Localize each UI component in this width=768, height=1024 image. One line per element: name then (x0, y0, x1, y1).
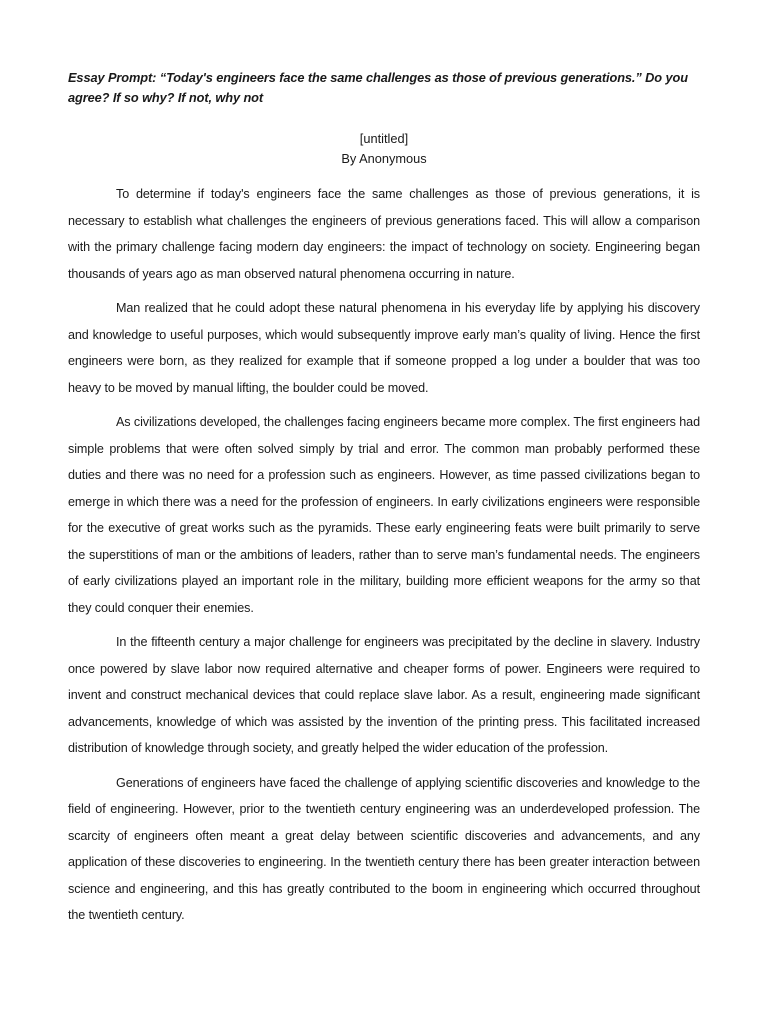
document-page (68, 68, 700, 937)
essay-title: [untitled] (359, 131, 409, 146)
essay-prompt: Essay Prompt: “Today's engineers face the same challenges as those of previous generations.” Do you agree? If so why? If not, why not (68, 70, 688, 105)
title-block (68, 129, 700, 169)
paragraph-3: As civilizations developed, the challenges facing engineers became more complex. The first engineers had simple problems that were often solved simply by trial and error. The common man probably performed these duties and there was no need for a profession such as engineers. However, as time passed civilizations began to emerge in which there was a need for the profession of engineers. In early civilizations engineers were responsible for the executive of great works such as the pyramids. These early engineering feats were built primarily to serve the superstitions of man or the ambitions of leaders, rather than to serve man’s fundamental needs. The engineers of early civilizations played an important role in the military, building more efficient weapons for the army so that they could conquer their enemies. (68, 415, 700, 615)
paragraph-4: In the fifteenth century a major challenge for engineers was precipitated by the decline in slavery. Industry once powered by slave labor now required alternative and cheaper forms of power. Engineers were required to invent and construct mechanical devices that could replace slave labor. As a result, engineering made significant advancements, knowledge of which was assisted by the invention of the printing press. This facilitated increased distribution of knowledge through society, and greatly helped the wider education of the profession. (68, 635, 700, 755)
paragraph-5: Generations of engineers have faced the challenge of applying scientific discoveries and knowledge to the field of engineering. However, prior to the twentieth century engineering was an underdeveloped profession. The scarcity of engineers often meant a great delay between scientific discoveries and advancements, and any application of these discoveries to engineering. In the twentieth century there has been greater interaction between science and engineering, and this has greatly contributed to the boom in engineering which occurred throughout the twentieth century. (68, 775, 700, 922)
essay-body (68, 181, 700, 929)
paragraph-1: To determine if today's engineers face the same challenges as those of previous generations, it is necessary to establish what challenges the engineers of previous generations faced. This will allow a comparison with the primary challenge facing modern day engineers: the impact of technology on society. Engineering began thousands of years ago as man observed natural phenomena occurring in nature. (68, 187, 700, 281)
paragraph-2: Man realized that he could adopt these natural phenomena in his everyday life by applying his discovery and knowledge to useful purposes, which would subsequently improve early man’s quality of living. Hence the first engineers were born, as they realized for example that if someone propped a log under a boulder that was too heavy to be moved by manual lifting, the boulder could be moved. (68, 301, 700, 395)
essay-author: By Anonymous (341, 151, 427, 166)
